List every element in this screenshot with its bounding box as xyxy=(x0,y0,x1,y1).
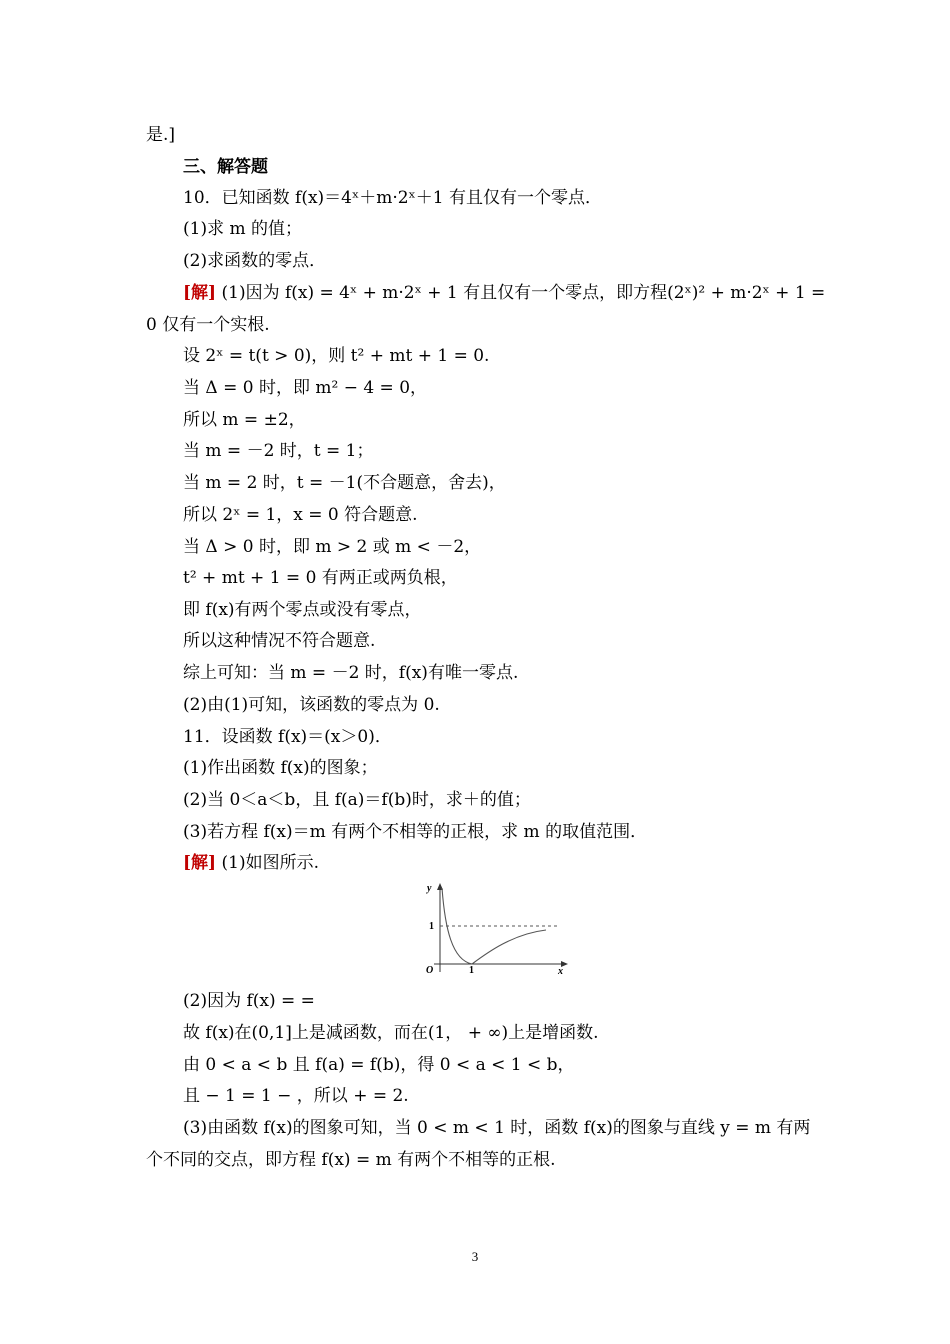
text-line: 当 m = 2 时，t = －1(不合题意，舍去)， xyxy=(183,473,506,493)
text-line: 由 0 < a < b 且 f(a) = f(b)，得 0 < a < 1 < b， xyxy=(183,1055,575,1075)
text-line: 个不同的交点，即方程 f(x) = m 有两个不相等的正根. xyxy=(146,1150,556,1170)
text-line: 当 Δ = 0 时，即 m² − 4 = 0， xyxy=(183,378,428,398)
x-tick-label: 1 xyxy=(469,965,474,974)
solution-tag: [解] xyxy=(183,853,217,873)
problem-10-statement: 10．已知函数 f(x)＝4ˣ＋m·2ˣ＋1 有且仅有一个零点． xyxy=(183,188,602,208)
text-line: 综上可知：当 m = －2 时，f(x)有唯一零点. xyxy=(183,663,519,683)
solution-text: (1)因为 f(x) = 4ˣ + m·2ˣ + 1 有且仅有一个零点，即方程(2ˣ)² + m·2ˣ + 1 = xyxy=(221,283,826,303)
text-line: 当 m = －2 时，t = 1； xyxy=(183,441,374,461)
text-line: (2)由(1)可知，该函数的零点为 0. xyxy=(183,695,440,715)
text-line: 设 2ˣ = t(t > 0)，则 t² + mt + 1 = 0. xyxy=(183,346,490,366)
text-line: 故 f(x)在(0,1]上是减函数，而在(1， + ∞)上是增函数. xyxy=(183,1023,599,1043)
text-line: 且 − 1 = 1 − ，所以 + = 2. xyxy=(183,1086,409,1106)
solution-tag: [解] xyxy=(183,283,217,303)
text-line: (1)作出函数 f(x)的图象； xyxy=(183,758,378,778)
text-line: 即 f(x)有两个零点或没有零点， xyxy=(183,600,422,620)
text-line: 所以这种情况不符合题意. xyxy=(183,631,376,651)
solution-line xyxy=(183,852,319,874)
text-line: 所以 m = ±2， xyxy=(183,410,306,430)
text-line: t² + mt + 1 = 0 有两正或两负根， xyxy=(183,568,458,588)
y-axis-label: y xyxy=(427,883,432,894)
text-line: (3)由函数 f(x)的图象可知，当 0 < m < 1 时，函数 f(x)的图象与直线 y = m 有两 xyxy=(183,1118,811,1138)
page-number: 3 xyxy=(471,1249,479,1264)
text-line: (3)若方程 f(x)＝m 有两个不相等的正根，求 m 的取值范围． xyxy=(183,822,648,842)
origin-label: O xyxy=(426,965,434,974)
text-line: (2)求函数的零点． xyxy=(183,251,327,271)
text-line: (1)求 m 的值； xyxy=(183,219,303,239)
text-line: (2)当 0＜a＜b，且 f(a)＝f(b)时，求＋的值； xyxy=(183,790,531,810)
text-line: 0 仅有一个实根. xyxy=(146,315,270,335)
problem-11-statement: 11．设函数 f(x)＝(x＞0)． xyxy=(183,727,392,747)
x-axis-label: x xyxy=(558,966,563,974)
text-line: 当 Δ > 0 时，即 m > 2 或 m < －2， xyxy=(183,537,482,557)
y-tick-label: 1 xyxy=(429,921,434,932)
text-line: (2)因为 f(x) = = xyxy=(183,991,315,1011)
section-heading: 三、解答题 xyxy=(183,157,268,177)
solution-line xyxy=(183,282,825,304)
function-graph xyxy=(418,880,568,974)
text-line: 所以 2ˣ = 1，x = 0 符合题意. xyxy=(183,505,418,525)
text-line: 是.] xyxy=(146,125,176,145)
solution-text: (1)如图所示. xyxy=(221,853,319,873)
